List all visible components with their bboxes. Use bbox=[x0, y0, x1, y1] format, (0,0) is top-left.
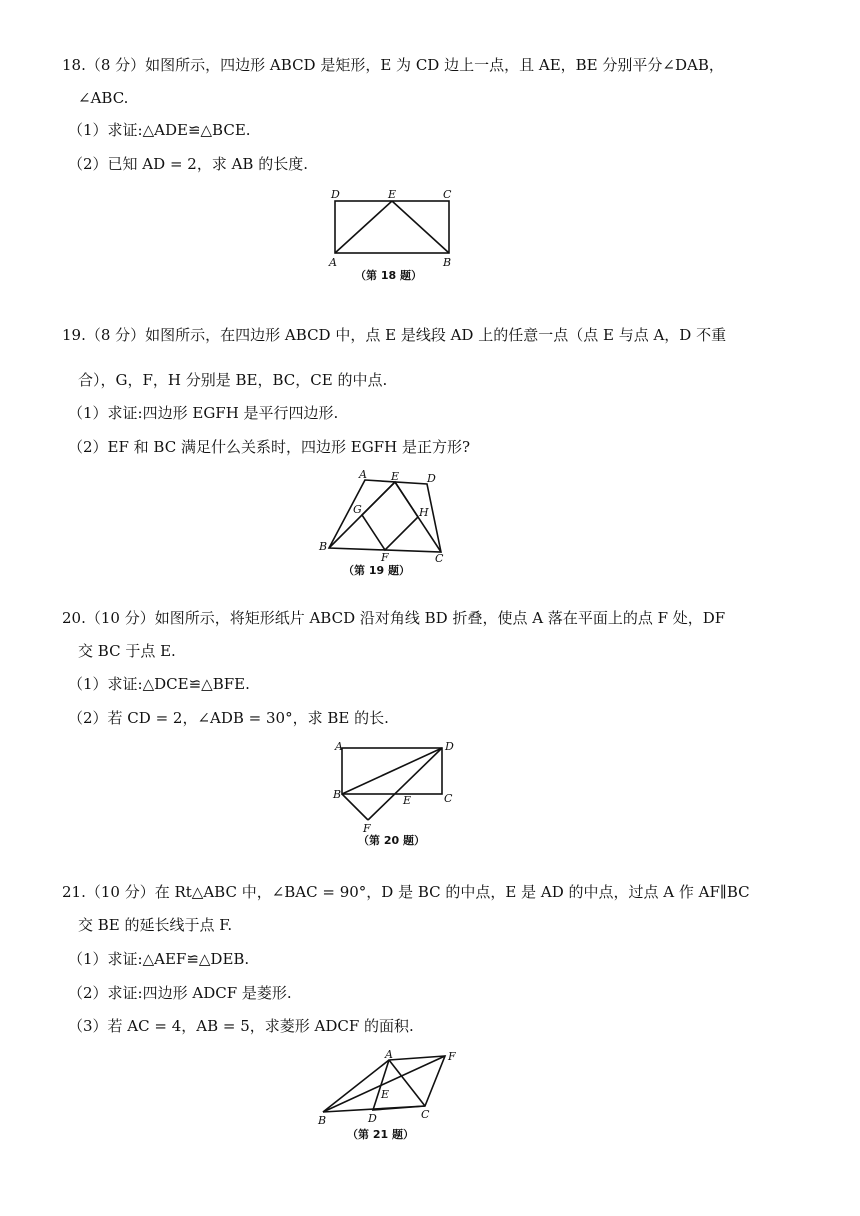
segment-be bbox=[392, 201, 449, 253]
label-d: D bbox=[331, 188, 340, 201]
label-b: B bbox=[333, 788, 342, 801]
label-d: D bbox=[445, 740, 454, 753]
q21-line-2: 交 BE 的延长线于点 F. bbox=[78, 916, 233, 934]
q18-diagram bbox=[325, 186, 460, 286]
q21-caption: （第 21 题） bbox=[347, 1128, 414, 1141]
label-b: B bbox=[319, 540, 328, 553]
label-d: D bbox=[368, 1112, 377, 1125]
label-c: C bbox=[444, 792, 453, 805]
label-e: E bbox=[381, 1088, 390, 1101]
q20-figure bbox=[330, 740, 460, 850]
q20-part-2: （2）若 CD = 2，∠ADB = 30°，求 BE 的长. bbox=[68, 709, 389, 727]
label-a: A bbox=[335, 740, 343, 753]
q18-part-2: （2）已知 AD = 2，求 AB 的长度. bbox=[68, 155, 308, 173]
q21-part-1: （1）求证:△AEF≌△DEB. bbox=[68, 950, 250, 968]
q20-part-1: （1）求证:△DCE≌△BFE. bbox=[68, 675, 250, 693]
segment-bf bbox=[342, 794, 368, 820]
label-a: A bbox=[329, 256, 337, 269]
label-c: C bbox=[443, 188, 452, 201]
q18-caption: （第 18 题） bbox=[355, 269, 422, 282]
label-b: B bbox=[443, 256, 452, 269]
label-f: F bbox=[381, 551, 389, 564]
label-a: A bbox=[359, 468, 367, 481]
label-c: C bbox=[421, 1108, 430, 1121]
rectangle-abcd bbox=[335, 201, 449, 253]
label-e: E bbox=[403, 794, 412, 807]
q20-caption: （第 20 题） bbox=[358, 834, 425, 847]
label-b: B bbox=[318, 1114, 327, 1127]
q18-figure bbox=[325, 186, 460, 286]
label-d: D bbox=[427, 472, 436, 485]
label-f: F bbox=[363, 822, 371, 835]
q21-line-1: 21.（10 分）在 Rt△ABC 中，∠BAC = 90°，D 是 BC 的中点，E 是 AD 的中点，过点 A 作 AF∥BC bbox=[62, 883, 750, 901]
q18-line-2: ∠ABC. bbox=[78, 89, 129, 107]
segment-df bbox=[368, 748, 442, 820]
label-e: E bbox=[388, 188, 397, 201]
q19-caption: （第 19 题） bbox=[343, 564, 410, 577]
q19-line-2: 合），G，F，H 分别是 BE，BC，CE 的中点. bbox=[78, 371, 388, 389]
q19-figure bbox=[315, 470, 455, 580]
q18-part-1: （1）求证:△ADE≌△BCE. bbox=[68, 121, 251, 139]
label-e: E bbox=[391, 470, 400, 483]
q19-diagram bbox=[315, 470, 455, 580]
q20-diagram bbox=[330, 740, 460, 850]
label-a: A bbox=[385, 1048, 393, 1061]
segment-ae bbox=[335, 201, 392, 253]
label-c: C bbox=[435, 552, 444, 565]
q21-figure bbox=[315, 1048, 465, 1148]
q20-line-1: 20.（10 分）如图所示，将矩形纸片 ABCD 沿对角线 BD 折叠，使点 A 落在平面上的点 F 处，DF bbox=[62, 609, 726, 627]
q19-part-1: （1）求证:四边形 EGFH 是平行四边形. bbox=[68, 404, 339, 422]
q21-diagram bbox=[315, 1048, 465, 1148]
q21-part-3: （3）若 AC = 4，AB = 5，求菱形 ADCF 的面积. bbox=[68, 1017, 414, 1035]
quadrilateral-egfh bbox=[362, 482, 418, 550]
q20-line-2: 交 BC 于点 E. bbox=[78, 642, 176, 660]
q19-part-2: （2）EF 和 BC 满足什么关系时，四边形 EGFH 是正方形? bbox=[68, 438, 470, 456]
q21-part-2: （2）求证:四边形 ADCF 是菱形. bbox=[68, 984, 292, 1002]
label-f: F bbox=[448, 1050, 456, 1063]
q18-line-1: 18.（8 分）如图所示，四边形 ABCD 是矩形，E 为 CD 边上一点，且 AE，BE 分别平分∠DAB， bbox=[62, 56, 724, 74]
label-h: H bbox=[419, 506, 429, 519]
label-g: G bbox=[353, 503, 362, 516]
q19-line-1: 19.（8 分）如图所示，在四边形 ABCD 中，点 E 是线段 AD 上的任意一点（点 E 与点 A，D 不重 bbox=[62, 326, 727, 344]
diagonal-bd bbox=[342, 748, 442, 794]
